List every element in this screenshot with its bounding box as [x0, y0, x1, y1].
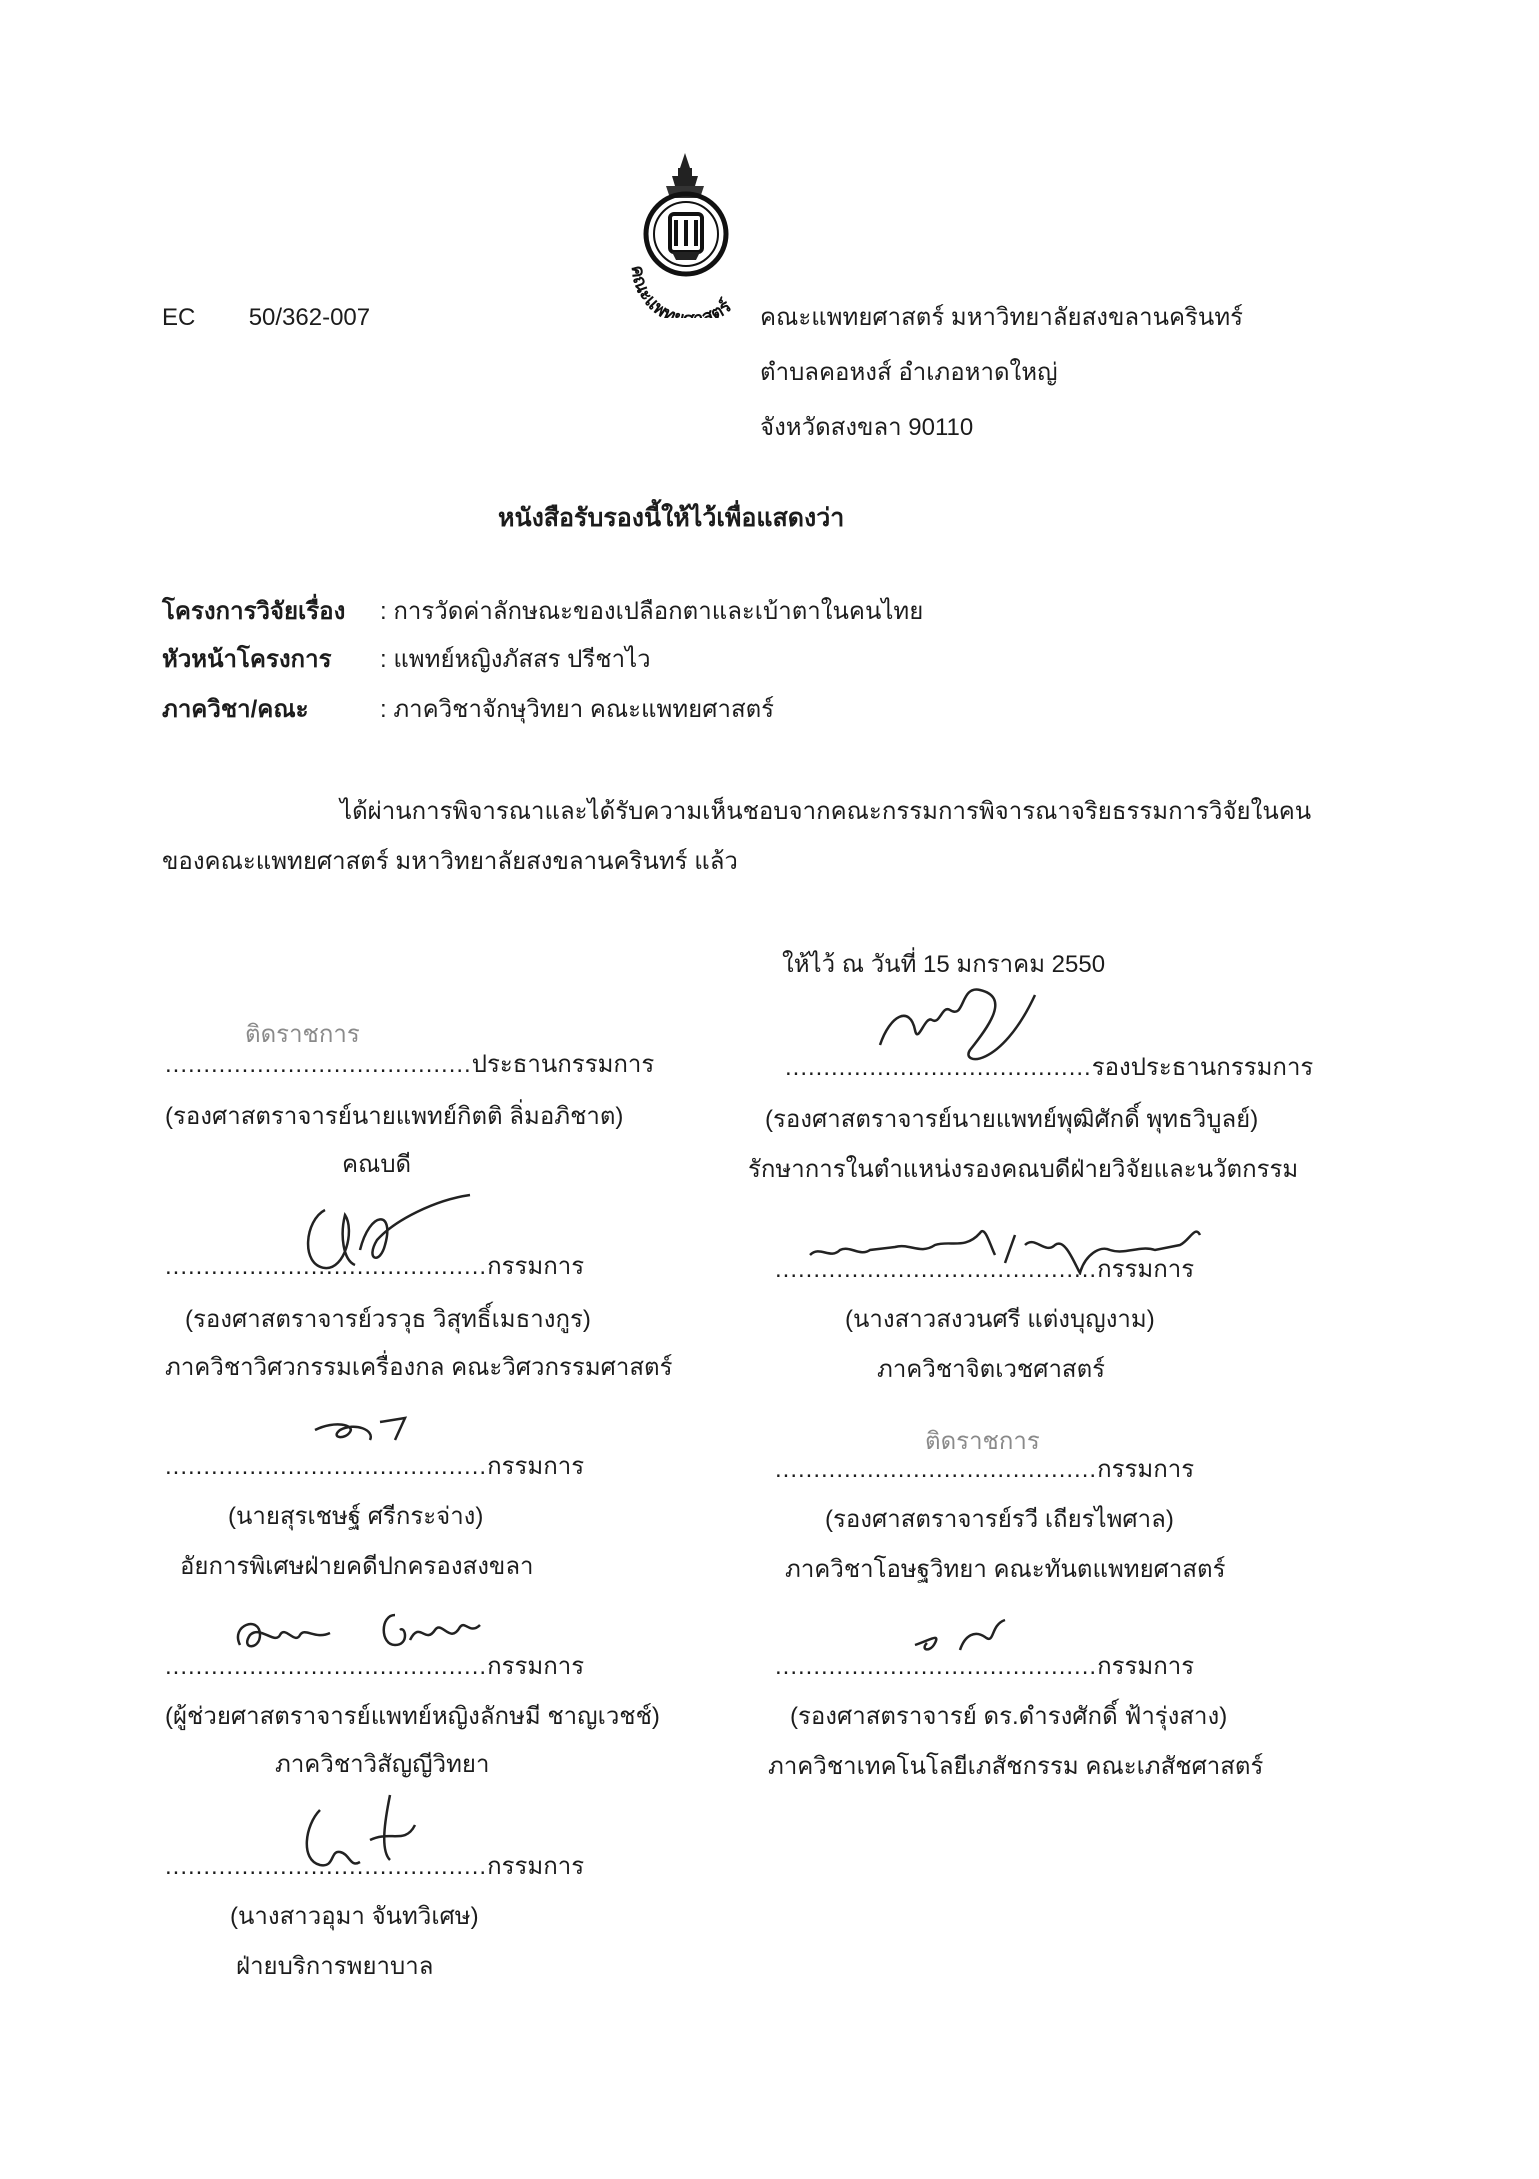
member1-role: กรรมการ — [487, 1253, 585, 1280]
member3-position: อัยการพิเศษฝ่ายคดีปกครองสงขลา — [180, 1553, 534, 1580]
member3-signature-line: ..........................................กรรมการ — [165, 1453, 585, 1480]
vice-chair-signature-line: ........................................รองประธานกรรมการ — [785, 1054, 1314, 1081]
member1-signature-line: ..........................................กรรมการ — [165, 1253, 585, 1280]
member3-signature — [310, 1410, 420, 1450]
seal-emblem-icon — [600, 148, 770, 318]
member5-role: กรรมการ — [487, 1653, 585, 1680]
member4-name: (รองศาสตราจารย์รวี เถียรไพศาล) — [825, 1506, 1174, 1533]
member4-role: กรรมการ — [1097, 1456, 1195, 1483]
member2-role: กรรมการ — [1097, 1256, 1195, 1283]
member6-role: กรรมการ — [1097, 1653, 1195, 1680]
issue-date: ให้ไว้ ณ วันที่ 15 มกราคม 2550 — [782, 951, 1106, 978]
vice-chair-position: รักษาการในตำแหน่งรองคณบดีฝ่ายวิจัยและนวัตกรรม — [748, 1156, 1299, 1183]
member4-position: ภาควิชาโอษฐวิทยา คณะทันตแพทยศาสตร์ — [785, 1556, 1226, 1583]
project-leader-label: หัวหน้าโครงการ — [162, 646, 332, 673]
member2-name: (นางสาวสงวนศรี แต่งบุญงาม) — [845, 1306, 1155, 1333]
member6-position: ภาควิชาเทคโนโลยีเภสัชกรรม คณะเภสัชศาสตร์ — [768, 1753, 1264, 1780]
chair-role: ประธานกรรมการ — [471, 1051, 655, 1078]
body-line-2: ของคณะแพทยศาสตร์ มหาวิทยาลัยสงขลานครินทร์ แล้ว — [162, 848, 738, 875]
seal-label: คณะแพท สตร์ — [626, 264, 736, 318]
body-line-1: ได้ผ่านการพิจารณาและได้รับความเห็นชอบจากคณะกรรมการพิจารณาจริยธรรมการวิจัยในคน — [340, 798, 1312, 825]
member7-position: ฝ่ายบริการพยาบาล — [236, 1953, 434, 1980]
project-dept-value: : ภาควิชาจักษุวิทยา คณะแพทยศาสตร์ — [380, 696, 775, 723]
member5-name: (ผู้ช่วยศาสตราจารย์แพทย์หญิงลักษมี ชาญเวชช์) — [165, 1703, 660, 1730]
member4-absence-note: ติดราชการ — [925, 1428, 1040, 1455]
vice-chair-role: รองประธานกรรมการ — [1091, 1054, 1314, 1081]
chair-absence-note: ติดราชการ — [245, 1021, 360, 1048]
project-title-value: : การวัดค่าลักษณะของเปลือกตาและเบ้าตาในคนไทย — [380, 598, 924, 625]
address-line-3: จังหวัดสงขลา 90110 — [760, 414, 974, 441]
address-line-1: คณะแพทยศาสตร์ มหาวิทยาลัยสงขลานครินทร์ — [760, 304, 1244, 331]
member6-signature-line: ..........................................กรรมการ — [775, 1653, 1195, 1680]
address-line-2: ตำบลคอหงส์ อำเภอหาดใหญ่ — [760, 359, 1058, 386]
doc-ref — [162, 303, 370, 333]
faculty-seal — [600, 148, 770, 318]
member2-position: ภาควิชาจิตเวชศาสตร์ — [877, 1356, 1106, 1383]
member1-position: ภาควิชาวิศวกรรมเครื่องกล คณะวิศวกรรมศาสตร์ — [165, 1354, 673, 1381]
member7-name: (นางสาวอุมา จันทวิเศษ) — [230, 1903, 479, 1930]
member7-role: กรรมการ — [487, 1853, 585, 1880]
member4-signature-line: ..........................................กรรมการ — [775, 1456, 1195, 1483]
project-dept-label: ภาควิชา/คณะ — [162, 696, 309, 723]
member6-name: (รองศาสตราจารย์ ดร.ดำรงศักดิ์ ฟ้ารุ่งสาง) — [790, 1703, 1228, 1730]
chair-position: คณบดี — [342, 1151, 412, 1178]
project-leader-value: : แพทย์หญิงภัสสร ปรีชาไว — [380, 646, 651, 673]
doc-ref-number: 50/362-007 — [248, 304, 371, 331]
chair-signature-line: ........................................ประธานกรรมการ — [165, 1051, 655, 1078]
project-title-label: โครงการวิจัยเรื่อง — [162, 598, 346, 625]
doc-ref-prefix: EC — [162, 304, 196, 331]
member5-signature-line: ..........................................กรรมการ — [165, 1653, 585, 1680]
member7-signature-line: ..........................................กรรมการ — [165, 1853, 585, 1880]
member3-role: กรรมการ — [487, 1453, 585, 1480]
page-heading: หนังสือรับรองนี้ให้ไว้เพื่อแสดงว่า — [498, 504, 845, 532]
member5-position: ภาควิชาวิสัญญีวิทยา — [275, 1751, 490, 1778]
member2-signature-line: ..........................................กรรมการ — [775, 1256, 1195, 1283]
chair-name: (รองศาสตราจารย์นายแพทย์กิตติ ลิ่มอภิชาต) — [165, 1103, 624, 1130]
member1-name: (รองศาสตราจารย์วรวุธ วิสุทธิ์เมธางกูร) — [185, 1306, 591, 1333]
member3-name: (นายสุรเชษฐ์ ศรีกระจ่าง) — [228, 1503, 484, 1530]
vice-chair-name: (รองศาสตราจารย์นายแพทย์พุฒิศักดิ์ พุทธวิบูลย์) — [765, 1106, 1259, 1133]
